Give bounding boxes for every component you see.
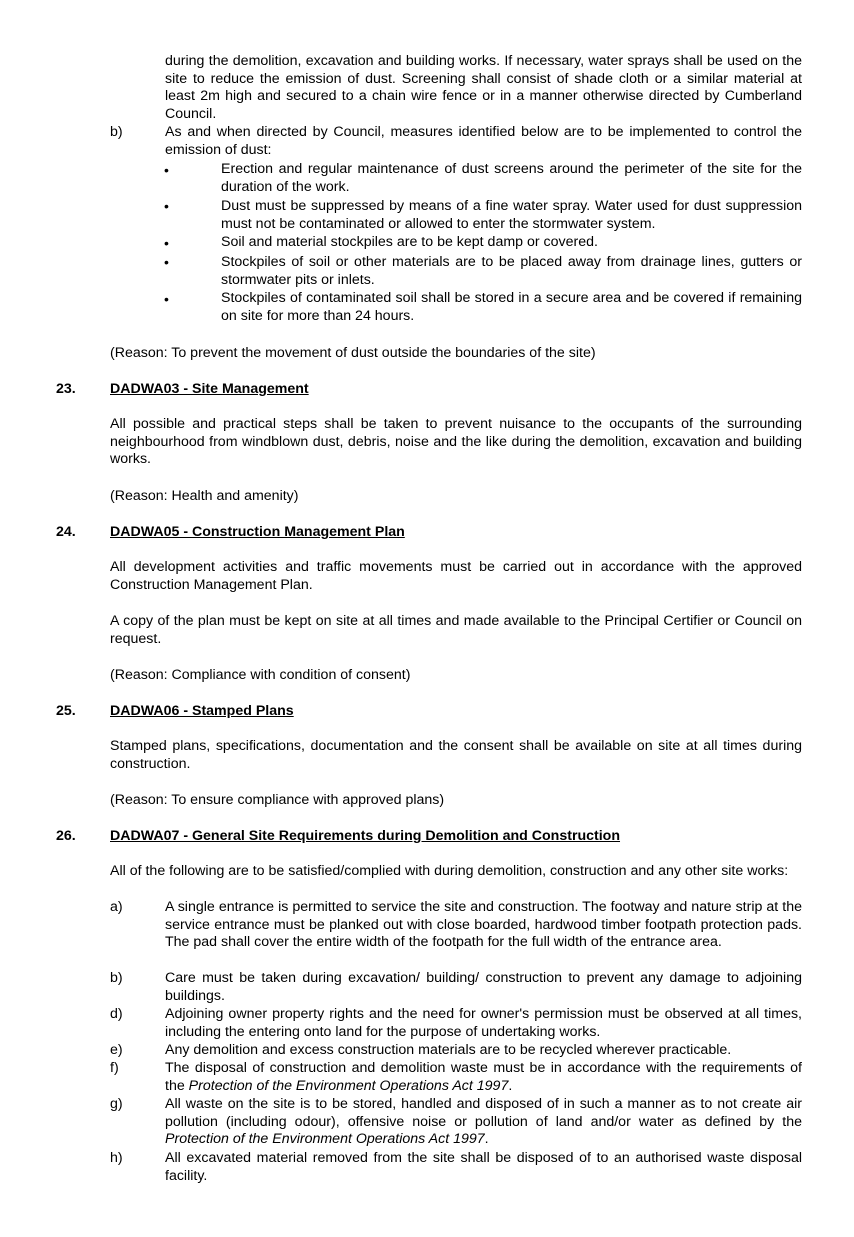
condition-title-25: DADWA06 - Stamped Plans xyxy=(110,703,294,719)
requirement-text: All waste on the site is to be stored, handled and disposed of in such a manner as to not create air pollution (including odour), offensive noise or pollution of land and/or water as defined by the xyxy=(165,1096,802,1130)
continuation-paragraph: during the demolition, excavation and building works. If necessary, water sprays shall be used on the site to reduce the emission of dust. Screening shall consist of shade cloth or a similar material at least 2m high and secured to a chain wire fence or in a manner otherwise directed by Cumberland Council. xyxy=(165,53,802,122)
bullet-contaminated-soil: Stockpiles of contaminated soil shall be stored in a secure area and be covered if remaining on site for more than 24 hours. xyxy=(221,290,802,324)
requirement-tail: . xyxy=(508,1077,513,1094)
reason-cmp: (Reason: Compliance with condition of consent) xyxy=(110,667,411,683)
reason-stamped-plans: (Reason: To ensure compliance with approved plans) xyxy=(110,792,445,808)
bullet-marker: • xyxy=(164,235,169,251)
stamped-plans-paragraph: Stamped plans, specifications, documentation and the consent shall be available on site at all times during construction. xyxy=(110,738,802,772)
act-name: Protection of the Environment Operations Act 1997 xyxy=(165,1131,485,1148)
bullet-stockpiles-drainage: Stockpiles of soil or other materials are to be placed away from drainage lines, gutters or stormwater pits or inlets. xyxy=(221,254,802,288)
cmp-paragraph-2: A copy of the plan must be kept on site at all times and made available to the Principal Certifier or Council on request. xyxy=(110,613,802,647)
requirement-prevent-damage: Care must be taken during excavation/ building/ construction to prevent any damage to adjoining buildings. xyxy=(165,970,802,1004)
cmp-paragraph-1: All development activities and traffic movements must be carried out in accordance with the approved Construction Management Plan. xyxy=(110,559,802,593)
item-label-a: a) xyxy=(110,899,123,915)
requirement-tail: . xyxy=(484,1131,489,1148)
requirement-owner-rights: Adjoining owner property rights and the need for owner's permission must be observed at all times, including the entering onto land for the purpose of undertaking works. xyxy=(165,1006,802,1040)
condition-number-26: 26. xyxy=(56,828,76,844)
condition-title-23: DADWA03 - Site Management xyxy=(110,381,309,397)
item-label-g: g) xyxy=(110,1096,123,1112)
bullet-water-spray: Dust must be suppressed by means of a fine water spray. Water used for dust suppression must not be contaminated or allowed to enter the stormwater system. xyxy=(221,198,802,232)
condition-number-25: 25. xyxy=(56,703,76,719)
bullet-stockpiles-damp: Soil and material stockpiles are to be kept damp or covered. xyxy=(221,234,598,250)
condition-title-24: DADWA05 - Construction Management Plan xyxy=(110,524,405,540)
bullet-marker: • xyxy=(164,291,169,307)
condition-title-26: DADWA07 - General Site Requirements during Demolition and Construction xyxy=(110,828,621,844)
requirement-single-entrance: A single entrance is permitted to service the site and construction. The footway and nature strip at the service entrance must be planked out with close boarded, hardwood timber footpath protection pads. The pad shall cover the entire width of the footpath for the full width of the entrance area. xyxy=(165,899,802,951)
reason-site-management: (Reason: Health and amenity) xyxy=(110,488,299,504)
item-label-f: f) xyxy=(110,1060,119,1076)
item-label-e: e) xyxy=(110,1042,123,1058)
site-requirements-intro: All of the following are to be satisfied/complied with during demolition, construction and any other site works: xyxy=(110,863,789,879)
item-label-b: b) xyxy=(110,970,123,986)
requirement-waste-disposal xyxy=(165,1060,802,1095)
bullet-marker: • xyxy=(164,198,169,214)
dust-measures-intro: As and when directed by Council, measures identified below are to be implemented to control the emission of dust: xyxy=(165,124,802,158)
site-management-paragraph: All possible and practical steps shall be taken to prevent nuisance to the occupants of the surrounding neighbourhood from windblown dust, debris, noise and the like during the demolition, excavation and building works. xyxy=(110,416,802,468)
item-label-h: h) xyxy=(110,1150,123,1166)
bullet-marker: • xyxy=(164,254,169,270)
condition-number-24: 24. xyxy=(56,524,76,540)
item-label-d: d) xyxy=(110,1006,123,1022)
act-name: Protection of the Environment Operations Act 1997 xyxy=(188,1077,509,1094)
requirement-waste-storage xyxy=(165,1096,802,1149)
item-label-b: b) xyxy=(110,124,123,140)
requirement-recycling: Any demolition and excess construction materials are to be recycled wherever practicable. xyxy=(165,1042,732,1058)
reason-dust: (Reason: To prevent the movement of dust outside the boundaries of the site) xyxy=(110,345,596,361)
condition-number-23: 23. xyxy=(56,381,76,397)
bullet-dust-screens: Erection and regular maintenance of dust screens around the perimeter of the site for the duration of the work. xyxy=(221,161,802,195)
requirement-text: The disposal of construction and demolition waste must be in accordance with the requirements of the xyxy=(165,1060,802,1094)
requirement-excavated-material: All excavated material removed from the site shall be disposed of to an authorised waste disposal facility. xyxy=(165,1150,802,1184)
bullet-marker: • xyxy=(164,162,169,178)
